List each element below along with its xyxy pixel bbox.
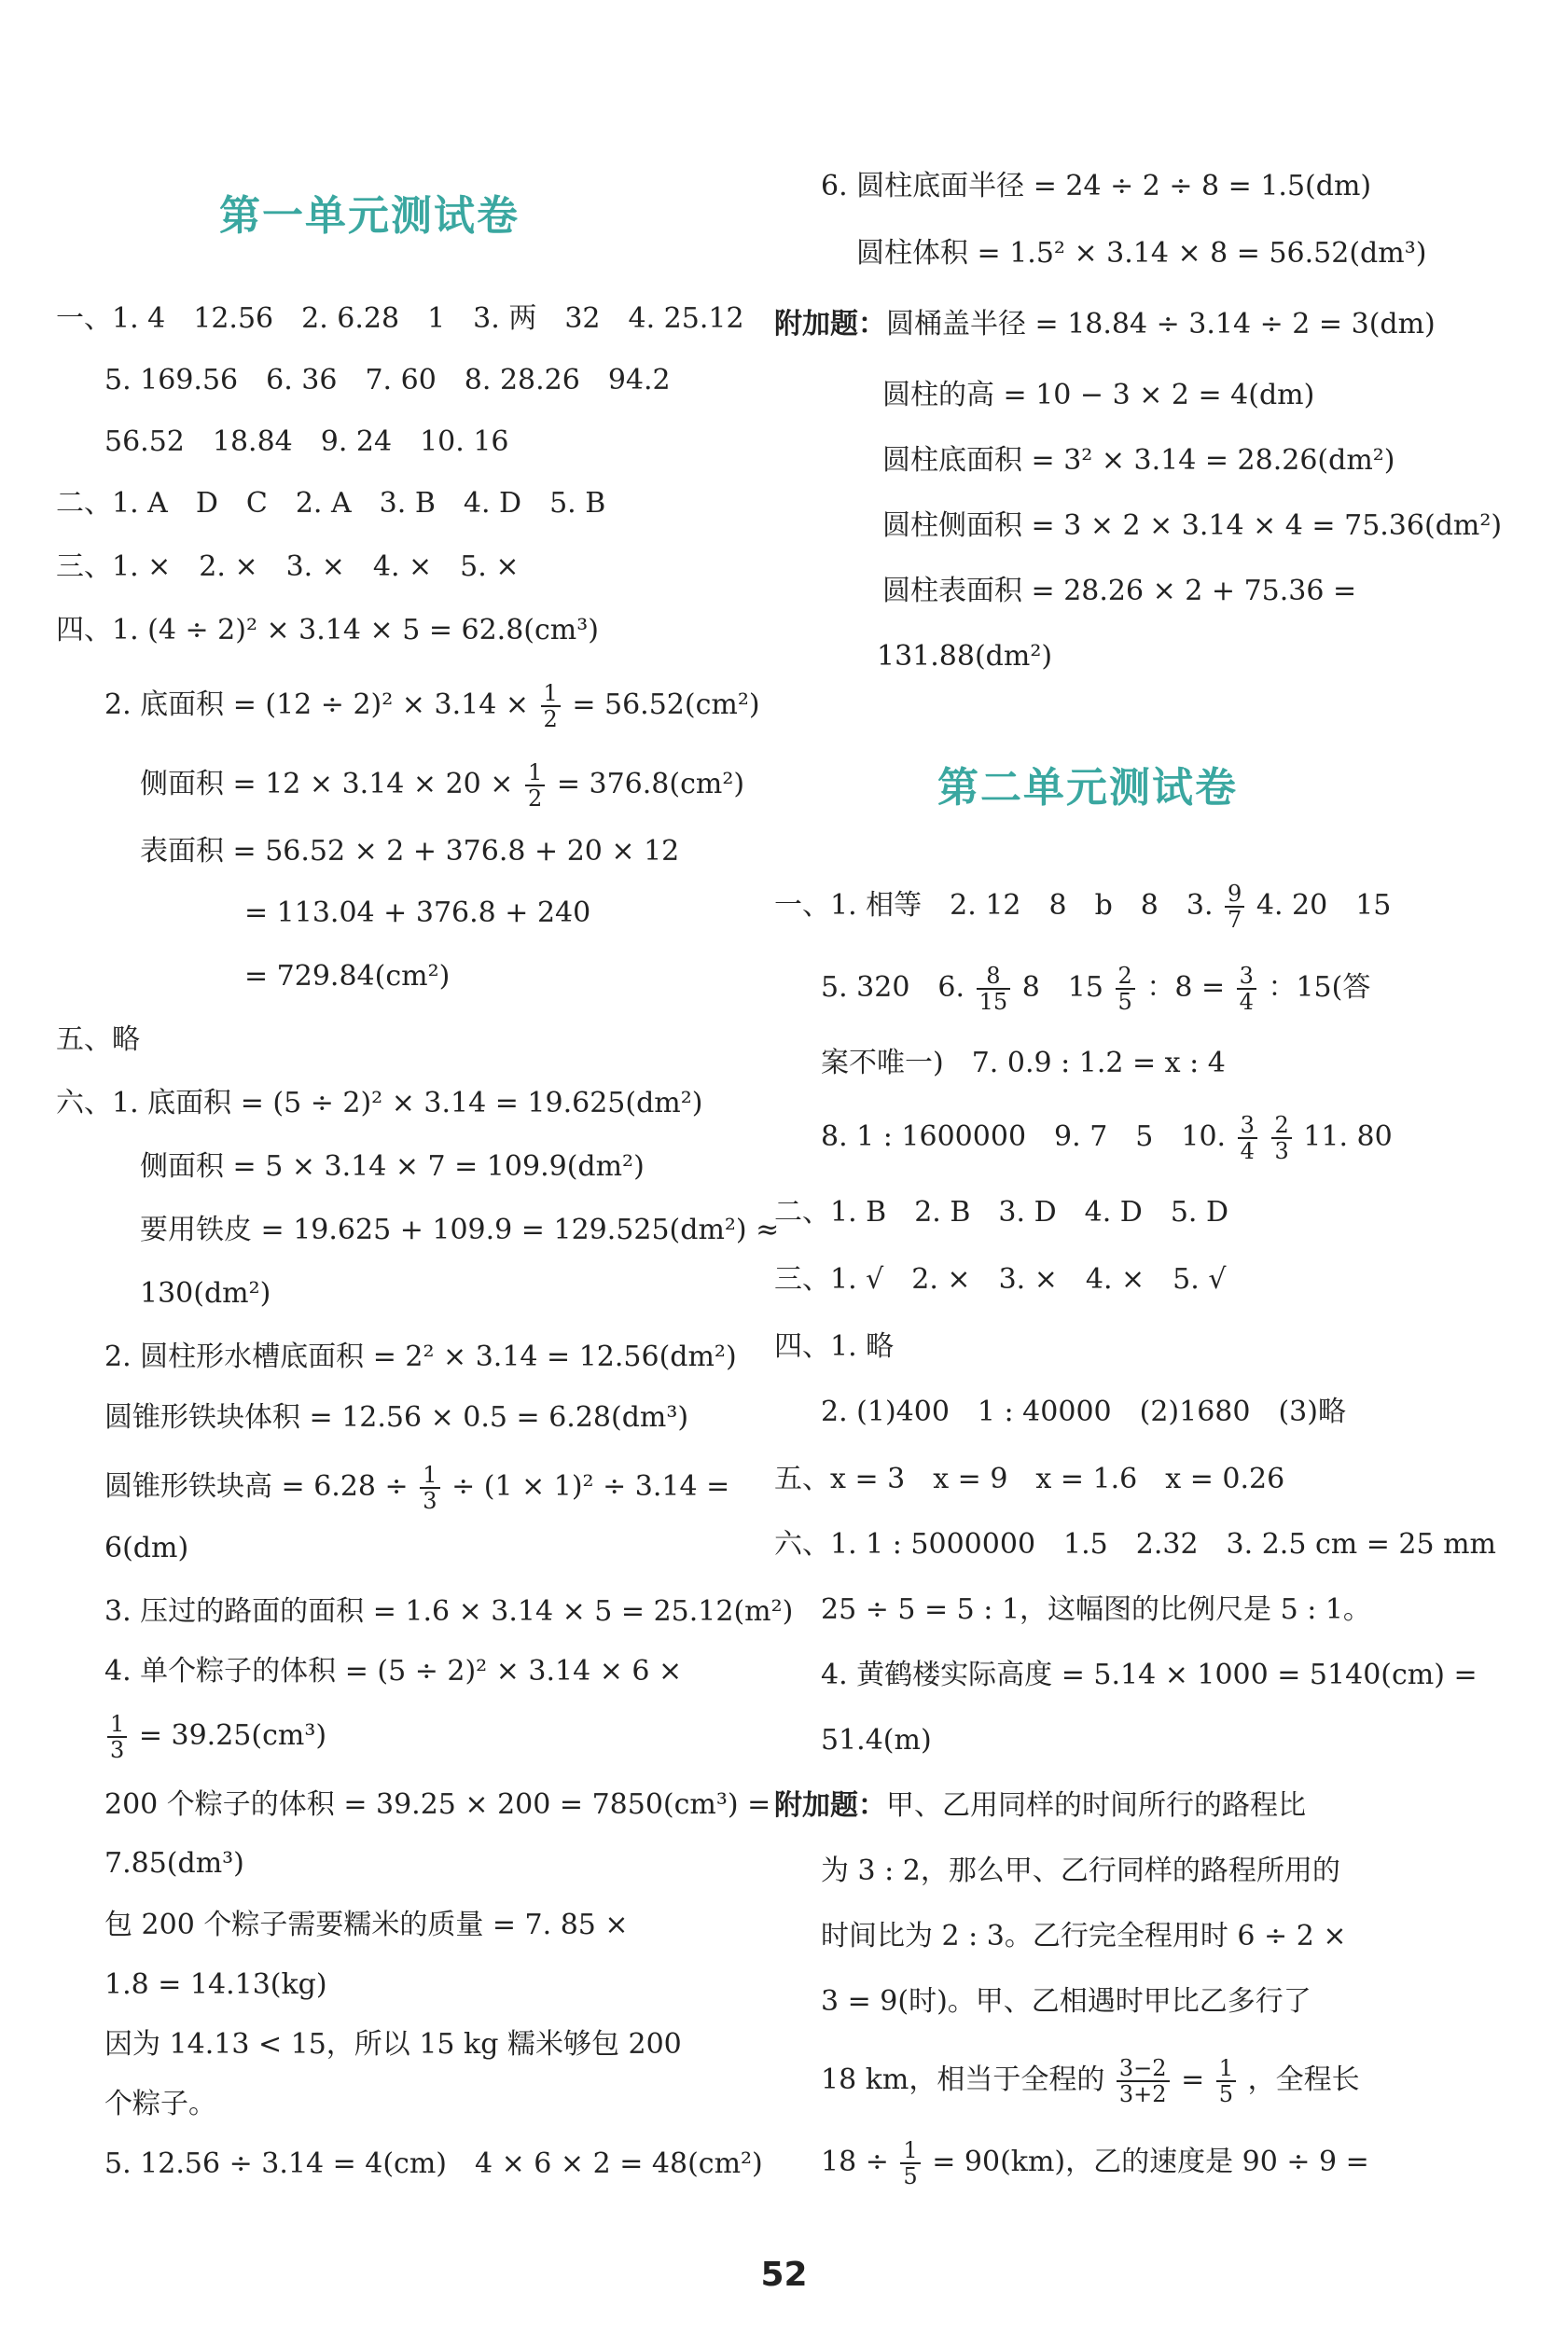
u1-s6-line3: 要用铁皮 = 19.625 + 109.9 = 129.525(dm²) ≈ — [140, 1214, 780, 1246]
frac-den: 7 — [1228, 907, 1242, 933]
u1-s6-line18: 5. 12.56 ÷ 3.14 = 4(cm) 4 × 6 × 2 = 48(cm²) — [104, 2147, 763, 2180]
fraction-2-3 — [1271, 1113, 1291, 1163]
fraction-2-5 — [1116, 964, 1135, 1014]
frac-num: 9 — [1225, 882, 1244, 908]
frac-den: 5 — [1218, 2081, 1234, 2107]
fraction-1-5 — [1216, 2056, 1236, 2106]
u2-s1-l1b: 4. 20 15 — [1256, 889, 1392, 922]
u1-s5: 五、略 — [56, 1023, 140, 1056]
r1-line1: 6. 圆柱底面半径 = 24 ÷ 2 ÷ 8 = 1.5(dm) — [821, 170, 1372, 202]
u2-s1-line4 — [821, 1113, 1393, 1163]
frac-num: 1 — [420, 1463, 439, 1489]
u1-s6-line11 — [104, 1712, 326, 1762]
u2-extra-l5a: 18 km，相当于全程的 — [821, 2063, 1105, 2096]
u1-s6-l11b: = 39.25(cm³) — [138, 1719, 327, 1752]
u2-s1-l2d: ：15(答 — [1268, 971, 1371, 1004]
u1-s1-line3: 56.52 18.84 9. 24 10. 16 — [104, 425, 509, 458]
u1-s6-line9: 3. 压过的路面的面积 = 1.6 × 3.14 × 5 = 25.12(m²) — [104, 1595, 794, 1628]
u1-s4-l2a: 2. 底面积 = (12 ÷ 2)² × 3.14 × — [104, 688, 529, 721]
u2-s1-l4b: 11. 80 — [1303, 1120, 1393, 1153]
u2-s2: 二、1. B 2. B 3. D 4. D 5. D — [774, 1196, 1229, 1229]
frac-num: 1 — [107, 1712, 127, 1738]
frac-num: 1 — [900, 2138, 920, 2164]
u2-extra-line1 — [774, 1787, 1306, 1825]
r1-line3 — [774, 306, 1436, 343]
fraction-8-15 — [977, 964, 1011, 1014]
u1-s4-line6: = 729.84(cm²) — [244, 960, 451, 993]
u2-extra-line3: 时间比为 2 : 3。乙行完全程用时 6 ÷ 2 × — [821, 1920, 1347, 1952]
fraction-1-5 — [900, 2138, 920, 2188]
frac-num: 2 — [1271, 1113, 1291, 1139]
frac-den: 3 — [1274, 1138, 1289, 1164]
u1-s6-line16: 因为 14.13 < 15，所以 15 kg 糯米够包 200 — [104, 2028, 682, 2061]
r1-line5: 圆柱底面积 = 3² × 3.14 = 28.26(dm²) — [882, 444, 1395, 477]
u1-s6-line12: 200 个粽子的体积 = 39.25 × 200 = 7850(cm³) = — [104, 1788, 771, 1821]
frac-num: 1 — [541, 681, 561, 707]
u2-s5: 五、x = 3 x = 9 x = 1.6 x = 0.26 — [774, 1463, 1285, 1495]
u2-s3: 三、1. √ 2. × 3. × 4. × 5. √ — [774, 1263, 1227, 1296]
u2-extra-l6b: = 90(km)，乙的速度是 90 ÷ 9 = — [932, 2146, 1369, 2178]
u2-extra-l5c: ，全程长 — [1247, 2063, 1360, 2096]
unit2-title: 第二单元测试卷 — [937, 764, 1238, 812]
u1-s4-line4: 表面积 = 56.52 × 2 + 376.8 + 20 × 12 — [140, 835, 680, 868]
fraction-ratio — [1117, 2056, 1170, 2106]
u1-s4-line3 — [140, 760, 744, 811]
u1-s6-line10: 4. 单个粽子的体积 = (5 ÷ 2)² × 3.14 × 6 × — [104, 1655, 683, 1688]
u2-extra-l6a: 18 ÷ — [821, 2146, 889, 2178]
u1-s4-l3b: = 376.8(cm²) — [556, 768, 745, 800]
fraction-3-4 — [1237, 964, 1256, 1014]
frac-den: 15 — [978, 989, 1008, 1015]
frac-num: 3 — [1238, 1113, 1257, 1139]
frac-num: 2 — [1116, 964, 1135, 990]
u2-extra-lb: 甲、乙用同样的时间所行的路程比 — [886, 1789, 1306, 1822]
u2-s1-l2b: 8 15 — [1021, 971, 1103, 1004]
u1-s6-line1: 六、1. 底面积 = (5 ÷ 2)² × 3.14 = 19.625(dm²) — [56, 1087, 703, 1119]
r1-line7: 圆柱表面积 = 28.26 × 2 + 75.36 = — [882, 575, 1357, 607]
r1-line8: 131.88(dm²) — [877, 640, 1053, 673]
frac-num: 3 — [1237, 964, 1256, 990]
u2-extra-line5 — [821, 2056, 1360, 2106]
u2-s1-l4a: 8. 1 : 1600000 9. 7 5 10. — [821, 1120, 1227, 1153]
u1-s4-line5: = 113.04 + 376.8 + 240 — [244, 896, 591, 929]
u2-s4-line1: 四、1. 略 — [774, 1330, 895, 1363]
extra-label: 附加题： — [774, 1789, 886, 1822]
u1-s1-line1: 一、1. 4 12.56 2. 6.28 1 3. 两 32 4. 25.12 — [56, 302, 744, 335]
u2-s1-l2c: ：8 = — [1146, 971, 1226, 1004]
frac-num: 1 — [525, 760, 545, 786]
frac-den: 5 — [1117, 989, 1132, 1015]
u2-extra-line6 — [821, 2138, 1369, 2188]
fraction-3-4 — [1238, 1113, 1257, 1163]
frac-den: 2 — [543, 706, 558, 732]
u2-s1-line1 — [774, 882, 1391, 932]
frac-den: 3 — [423, 1488, 437, 1514]
u1-s6-line14: 包 200 个粽子需要糯米的质量 = 7. 85 × — [104, 1909, 629, 1941]
u1-s2: 二、1. A D C 2. A 3. B 4. D 5. B — [56, 487, 606, 520]
u1-s4-l3a: 侧面积 = 12 × 3.14 × 20 × — [140, 768, 514, 800]
fraction-half — [525, 760, 545, 811]
u1-s1-line2: 5. 169.56 6. 36 7. 60 8. 28.26 94.2 — [104, 364, 671, 396]
r1-line4: 圆柱的高 = 10 − 3 × 2 = 4(dm) — [882, 379, 1315, 411]
unit1-title: 第一单元测试卷 — [219, 192, 520, 240]
fraction-half — [541, 681, 561, 731]
u1-s6-line15: 1.8 = 14.13(kg) — [104, 1968, 327, 2001]
r1-l3b: 圆桶盖半径 = 18.84 ÷ 3.14 ÷ 2 = 3(dm) — [886, 308, 1436, 340]
frac-num: 1 — [1216, 2056, 1236, 2082]
frac-den: 5 — [903, 2163, 918, 2189]
u2-extra-l5b: = — [1181, 2063, 1205, 2096]
frac-den: 4 — [1239, 989, 1254, 1015]
frac-den: 3 — [110, 1737, 125, 1763]
fraction-third — [107, 1712, 127, 1762]
r1-line6: 圆柱侧面积 = 3 × 2 × 3.14 × 4 = 75.36(dm²) — [882, 509, 1503, 542]
extra-label: 附加题： — [774, 308, 886, 340]
frac-den: 4 — [1240, 1138, 1255, 1164]
fraction-third — [420, 1463, 439, 1513]
frac-den: 2 — [528, 785, 543, 812]
u1-s4-line2 — [104, 681, 760, 731]
u2-s6-line3: 4. 黄鹤楼实际高度 = 5.14 × 1000 = 5140(cm) = — [821, 1659, 1478, 1691]
u1-s4-l2b: = 56.52(cm²) — [572, 688, 760, 721]
u2-s6-line2: 25 ÷ 5 = 5 : 1，这幅图的比例尺是 5 : 1。 — [821, 1593, 1371, 1626]
u1-s6-l7b: ÷ (1 × 1)² ÷ 3.14 = — [451, 1470, 730, 1503]
u1-s6-line7 — [104, 1463, 729, 1513]
frac-num: 3−2 — [1117, 2056, 1170, 2082]
u1-s6-line5: 2. 圆柱形水槽底面积 = 2² × 3.14 = 12.56(dm²) — [104, 1341, 737, 1373]
u1-s3: 三、1. × 2. × 3. × 4. × 5. × — [56, 550, 520, 583]
u2-s1-l1a: 一、1. 相等 2. 12 8 b 8 3. — [774, 889, 1214, 922]
page-number: 52 — [760, 2256, 808, 2294]
u2-extra-line4: 3 = 9(时)。甲、乙相遇时甲比乙多行了 — [821, 1985, 1311, 2018]
u1-s6-line13: 7.85(dm³) — [104, 1847, 244, 1880]
u2-s1-line2 — [821, 964, 1370, 1014]
u1-s4-line1: 四、1. (4 ÷ 2)² × 3.14 × 5 = 62.8(cm³) — [56, 614, 599, 646]
frac-num: 8 — [977, 964, 1011, 990]
u1-s6-line6: 圆锥形铁块体积 = 12.56 × 0.5 = 6.28(dm³) — [104, 1401, 689, 1434]
u1-s6-line17: 个粽子。 — [104, 2088, 216, 2120]
r1-line2: 圆柱体积 = 1.5² × 3.14 × 8 = 56.52(dm³) — [856, 237, 1427, 270]
u2-extra-line2: 为 3 : 2，那么甲、乙行同样的路程所用的 — [821, 1855, 1340, 1887]
u2-s6-line4: 51.4(m) — [821, 1724, 932, 1757]
frac-den: 3+2 — [1118, 2081, 1167, 2107]
u2-s1-line3: 案不唯一) 7. 0.9 : 1.2 = x : 4 — [821, 1047, 1226, 1079]
u2-s4-line2: 2. (1)400 1 : 40000 (2)1680 (3)略 — [821, 1396, 1346, 1428]
u1-s6-line2: 侧面积 = 5 × 3.14 × 7 = 109.9(dm²) — [140, 1150, 645, 1183]
u1-s6-line8: 6(dm) — [104, 1532, 189, 1564]
u2-s6-line1: 六、1. 1 : 5000000 1.5 2.32 3. 2.5 cm = 25 mm — [774, 1528, 1497, 1561]
u1-s6-line4: 130(dm²) — [140, 1277, 271, 1310]
fraction-9-7 — [1225, 882, 1244, 932]
u2-s1-l2a: 5. 320 6. — [821, 971, 965, 1004]
u1-s6-l7a: 圆锥形铁块高 = 6.28 ÷ — [104, 1470, 409, 1503]
